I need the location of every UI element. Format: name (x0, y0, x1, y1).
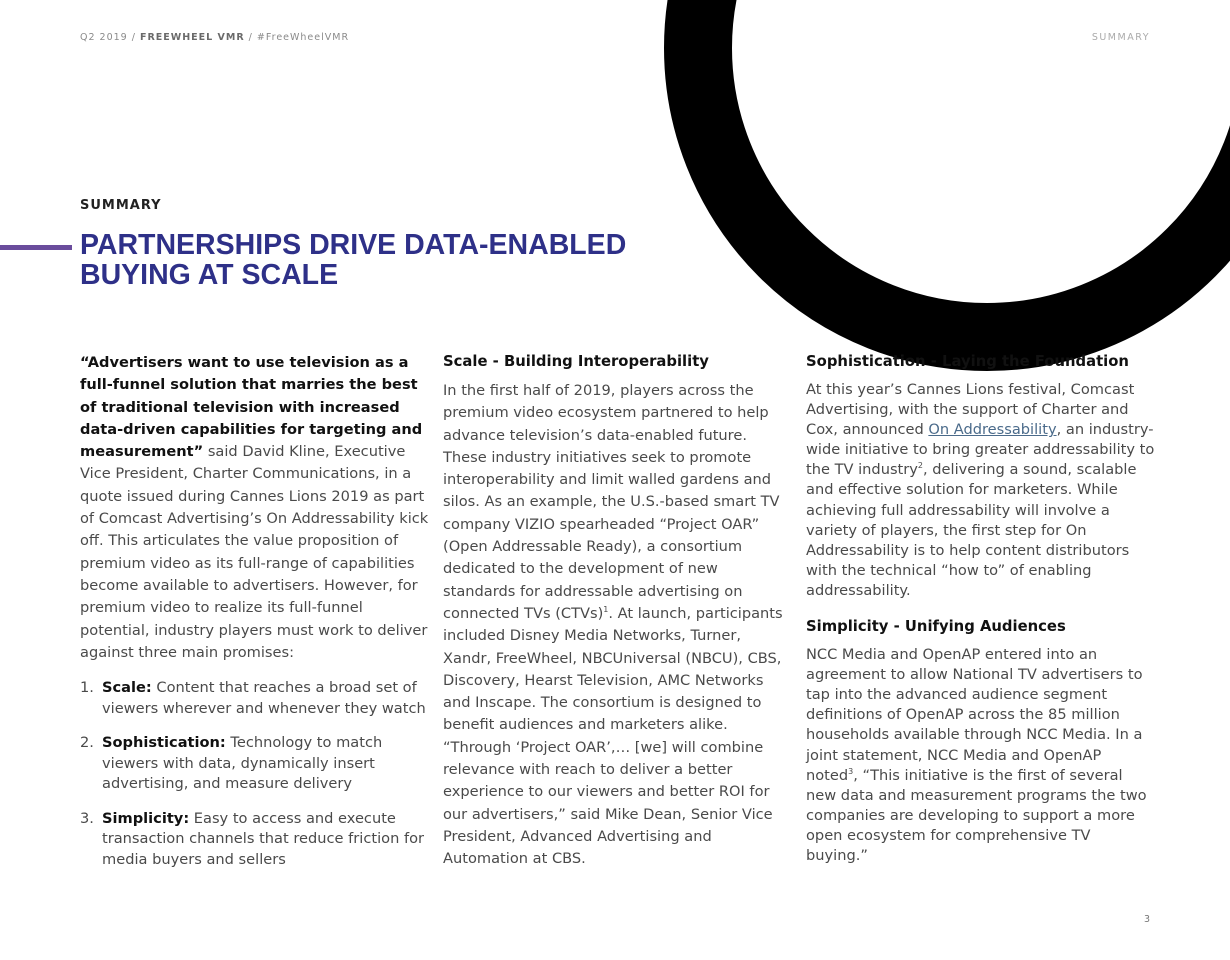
on-addressability-link[interactable]: On Addressability (928, 421, 1057, 439)
footnote-3: 3 (848, 766, 854, 776)
accent-bar (0, 245, 72, 250)
header-section: SUMMARY (1091, 32, 1150, 43)
sophistication-heading: Sophistication - Laying the Foundation (806, 353, 1129, 370)
sophistication-paragraph (806, 380, 1156, 601)
sophistication-body-c: , delivering a sound, scalable and effective solution for marketers. While achieving full addressability will involve a variety of players, the first step for On Addressability is to help content distributors with the technical “how to” of enabling addressability. (806, 461, 1137, 599)
footnote-1: 1 (603, 605, 609, 615)
intro-quote: “Advertisers want to use television as a full-funnel solution that marries the best of traditional television with increased data-driven capabilities for targeting and measurement” (80, 354, 423, 461)
scale-paragraph (443, 380, 788, 871)
list-text: Content that reaches a broad set of viewers wherever and whenever they watch (102, 679, 426, 717)
intro-paragraph (80, 352, 430, 664)
sophistication-body-b: , an industry-wide initiative to bring greater addressability to the TV industry (806, 421, 1155, 479)
column-scale (443, 352, 788, 871)
promises-list (80, 678, 430, 870)
list-number: 3. (80, 809, 94, 827)
list-number: 1. (80, 679, 94, 697)
intro-body: said David Kline, Executive Vice President, Charter Communications, in a quote issued during Cannes Lions 2019 as part of Comcast Advertising’s On Addressability kick off. This articulates the value proposition of premium video as its full-range of capabilities become available to advertisers. However, for premium video to realize its full-funnel potential, industry players must work to deliver against three main promises: (80, 443, 429, 661)
scale-heading: Scale - Building Interoperability (443, 353, 709, 370)
header-prefix: Q2 2019 / (80, 32, 140, 43)
list-term: Simplicity: (102, 809, 190, 827)
column-intro (80, 352, 430, 884)
footnote-2: 2 (917, 461, 923, 471)
header-hashtag: / #FreeWheelVMR (244, 32, 350, 43)
list-term: Sophistication: (102, 734, 226, 752)
section-label: SUMMARY (80, 198, 162, 213)
scale-body-a: In the first half of 2019, players across the premium video ecosystem partnered to help advance television’s data-enabled future. These industry initiatives seek to promote interoperability and limit walled gardens and silos. As an example, the U.S.-based smart TV company VIZIO spearheaded “Project OAR” (Open Addressable Ready), a consortium dedicated to the development of new standards for addressable advertising on connected TVs (CTVs) (443, 382, 780, 622)
page-title: PARTNERSHIPS DRIVE DATA-ENABLED BUYING AT SCALE (80, 229, 627, 291)
list-number: 2. (80, 734, 94, 752)
header-breadcrumb (80, 32, 349, 43)
list-text: Technology to match viewers with data, dynamically insert advertising, and measure delivery (102, 734, 383, 793)
list-item (80, 733, 430, 795)
header-brand: FREEWHEEL VMR (139, 32, 245, 43)
sophistication-body-a: At this year’s Cannes Lions festival, Comcast Advertising, with the support of Charter and Cox, announced (806, 381, 1135, 439)
decorative-ring (664, 0, 1230, 371)
list-text: Easy to access and execute transaction channels that reduce friction for media buyers and sellers (102, 809, 425, 868)
list-item (80, 809, 430, 871)
page-number: 3 (1143, 914, 1150, 925)
simplicity-paragraph (806, 645, 1156, 866)
list-term: Scale: (102, 679, 152, 697)
simplicity-body-b: , “This initiative is the first of several new data and measurement programs the two companies are developing to support a more open ecosystem for comprehensive TV buying.” (806, 766, 1147, 864)
list-item (80, 678, 430, 719)
scale-body-b: . At launch, participants included Disney Media Networks, Turner, Xandr, FreeWheel, NBCUniversal (NBCU), CBS, Discovery, Hearst Television, AMC Networks and Inscape. The consortium is designed to benefit audiences and marketers alike. “Through ‘Project OAR’,… [we] will combine relevance with reach to deliver a better experience to our viewers and better ROI for our advertisers,” said Mike Dean, Senior Vice President, Advanced Advertising and Automation at CBS. (443, 604, 783, 868)
simplicity-heading: Simplicity - Unifying Audiences (806, 618, 1066, 636)
column-sophistication-simplicity (806, 352, 1156, 866)
simplicity-body-a: NCC Media and OpenAP entered into an agreement to allow National TV advertisers to tap into the advanced audience segment definitions of OpenAP across the 85 million households available through NCC Media. In a joint statement, NCC Media and OpenAP noted (806, 646, 1143, 784)
